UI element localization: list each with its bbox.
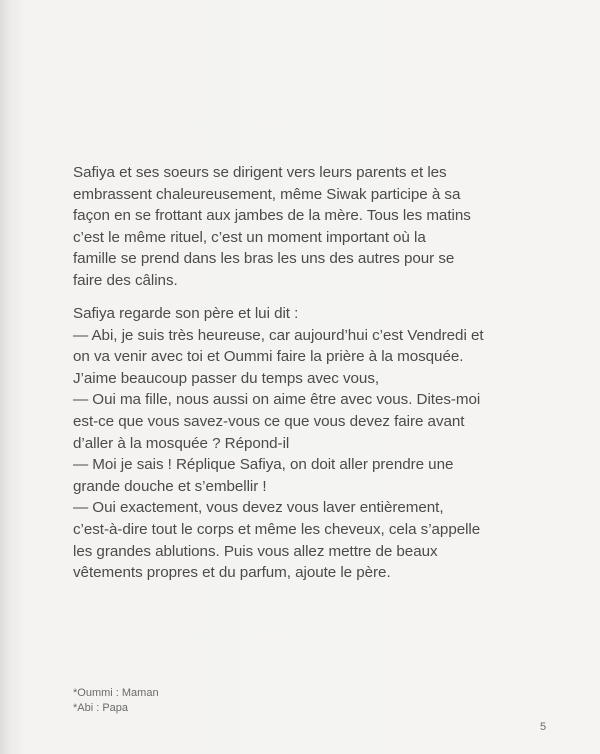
paragraph-2-line: c’est-à-dire tout le corps et même les cheveux, cela s’appelle — [73, 520, 481, 538]
paragraph-1-line: famille se prend dans les bras les uns des autres pour se — [73, 250, 455, 268]
paragraph-1-line: c’est le même rituel, c’est un moment important où la — [73, 228, 426, 246]
footnote-oummi: *Oummi : Maman — [73, 687, 159, 699]
paragraph-2 — [73, 303, 543, 584]
paragraph-1 — [73, 162, 543, 292]
page-number: 5 — [540, 721, 547, 733]
paragraph-2-line: on va venir avec toi et Oummi faire la prière à la mosquée. — [73, 348, 464, 366]
paragraph-2-line: Safiya regarde son père et lui dit : — [73, 305, 299, 322]
paragraph-2-line: — Abi, je suis très heureuse, car aujourd’hui c’est Vendredi et — [73, 326, 484, 344]
paragraph-2-line: les grandes ablutions. Puis vous allez mettre de beaux — [73, 542, 438, 560]
paragraph-2-line: — Moi je sais ! Réplique Safiya, on doit aller prendre une — [73, 456, 454, 474]
footnotes — [73, 686, 159, 716]
footnote-abi: *Abi : Papa — [73, 702, 129, 714]
paragraph-2-line: vêtements propres et du parfum, ajoute le père. — [73, 564, 391, 582]
paragraph-2-line: J’aime beaucoup passer du temps avec vous, — [73, 369, 380, 387]
paragraph-2-line: grande douche et s’embellir ! — [73, 477, 267, 495]
paragraph-2-line: est-ce que vous savez-vous ce que vous devez faire avant — [73, 412, 465, 430]
paragraph-1-line: embrassent chaleureusement, même Siwak participe à sa — [73, 185, 461, 203]
paragraph-2-line: — Oui ma fille, nous aussi on aime être avec vous. Dites-moi — [73, 391, 481, 409]
paragraph-1-line: Safiya et ses soeurs se dirigent vers leurs parents et les — [73, 164, 447, 181]
paragraph-1-line: faire des câlins. — [73, 271, 178, 289]
paragraph-2-line: d’aller à la mosquée ? Répond-il — [73, 434, 290, 452]
paragraph-2-line: — Oui exactement, vous devez vous laver entièrement, — [73, 499, 444, 517]
paragraph-1-line: façon en se frottant aux jambes de la mère. Tous les matins — [73, 207, 471, 225]
